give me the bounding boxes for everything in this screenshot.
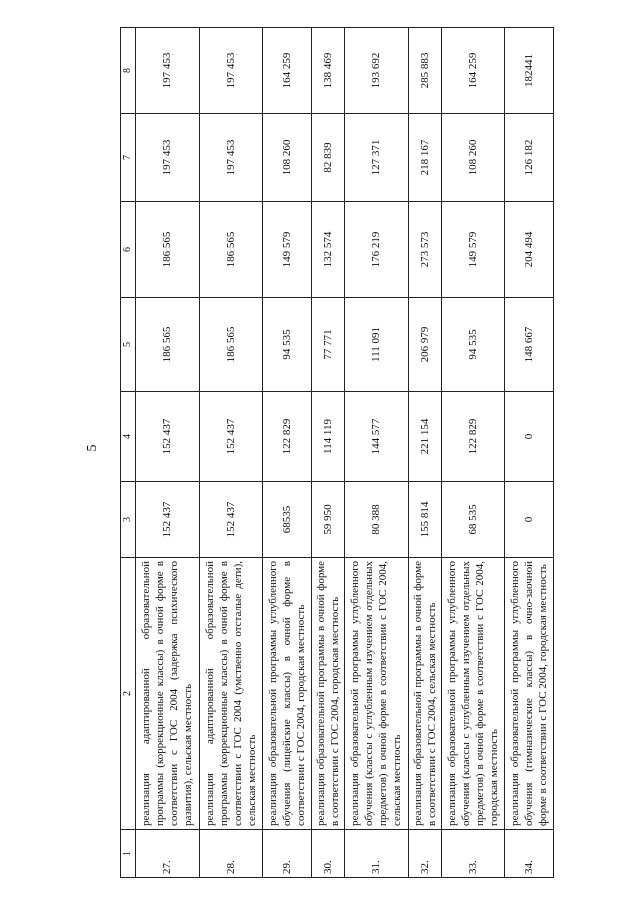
header-row [121,28,136,878]
header-cell: 7 [121,114,136,202]
row-description: реализация образовательной программы углубленного обучения (лицейские классы) в очной форме в соответствии с ГОС 2004, городская местность [263,558,311,830]
value-col-3: 152 437 [136,482,200,558]
header-cell: 6 [121,202,136,298]
row-number: 30. [311,830,344,878]
table-row [408,28,441,878]
value-col-8: 193 692 [344,28,408,114]
value-col-4: 152 437 [199,392,263,482]
value-col-3: 152 437 [199,482,263,558]
value-col-5: 94 535 [441,298,505,392]
value-col-5: 206 979 [408,298,441,392]
header-cell: 5 [121,298,136,392]
row-number: 32. [408,830,441,878]
header-cell: 8 [121,28,136,114]
table-row [505,28,554,878]
table-row [441,28,505,878]
value-col-4: 122 829 [263,392,311,482]
row-description: реализация образовательной программы в очной форме в соответствии с ГОС 2004, городская местность [311,558,344,830]
value-col-4: 114 119 [311,392,344,482]
row-number: 28. [199,830,263,878]
value-col-5: 77 771 [311,298,344,392]
value-col-8: 164 259 [441,28,505,114]
value-col-3: 68535 [263,482,311,558]
value-col-6: 149 579 [441,202,505,298]
header-cell: 1 [121,830,136,878]
rotated-table-container [120,28,554,878]
row-description: реализация адаптированной образовательной программы (коррекционные классы) в очной форме в соответствии с ГОС 2004 (умственно отсталые дети), сельская местность [199,558,263,830]
value-col-4: 144 577 [344,392,408,482]
value-col-6: 176 219 [344,202,408,298]
value-col-6: 204 494 [505,202,554,298]
value-col-7: 108 260 [263,114,311,202]
row-description: реализация адаптированной образовательной программы (коррекционные классы) в очной форме в соответствии с ГОС 2004 (задержка психического развития), сельская местность [136,558,200,830]
row-number: 27. [136,830,200,878]
row-description: реализация образовательной программы углубленного обучения (гимназические классы) в очно-заочной форме в соответствии с ГОС 2004, городская местность [505,558,554,830]
value-col-8: 138 469 [311,28,344,114]
table-row [344,28,408,878]
value-col-7: 82 839 [311,114,344,202]
value-col-6: 273 573 [408,202,441,298]
row-number: 33. [441,830,505,878]
value-col-4: 0 [505,392,554,482]
value-col-4: 221 154 [408,392,441,482]
row-number: 34. [505,830,554,878]
value-col-5: 186 565 [199,298,263,392]
value-col-3: 59 950 [311,482,344,558]
row-description: реализация образовательной программы углубленного обучения (классы с углубленным изучением отдельных предметов) в очной форме в соответствии с ГОС 2004, сельская местность [344,558,408,830]
page-number: 5 [85,444,100,452]
value-col-3: 155 814 [408,482,441,558]
value-col-5: 148 667 [505,298,554,392]
value-col-6: 186 565 [136,202,200,298]
value-col-6: 149 579 [263,202,311,298]
value-col-6: 186 565 [199,202,263,298]
value-col-3: 68 535 [441,482,505,558]
value-col-7: 197 453 [199,114,263,202]
table-row [199,28,263,878]
value-col-5: 111 091 [344,298,408,392]
value-col-8: 197 453 [199,28,263,114]
value-col-3: 0 [505,482,554,558]
value-col-7: 108 260 [441,114,505,202]
value-col-5: 186 565 [136,298,200,392]
header-cell: 4 [121,392,136,482]
row-description: реализация образовательной программы в очной форме в соответствии с ГОС 2004, сельская местность [408,558,441,830]
row-number: 29. [263,830,311,878]
value-col-7: 197 453 [136,114,200,202]
header-cell: 3 [121,482,136,558]
value-col-7: 126 182 [505,114,554,202]
value-col-8: 182441 [505,28,554,114]
value-col-7: 218 167 [408,114,441,202]
value-col-6: 132 574 [311,202,344,298]
value-col-7: 127 371 [344,114,408,202]
header-cell: 2 [121,558,136,830]
table-row [311,28,344,878]
value-col-8: 197 453 [136,28,200,114]
table-row [263,28,311,878]
value-col-3: 80 388 [344,482,408,558]
value-col-4: 122 829 [441,392,505,482]
row-description: реализация образовательной программы углубленного обучения (классы с углубленным изучением отдельных предметов) в очной форме в соответствии с ГОС 2004, городская местность [441,558,505,830]
value-col-8: 164 259 [263,28,311,114]
table-row [136,28,200,878]
value-col-4: 152 437 [136,392,200,482]
row-number: 31. [344,830,408,878]
value-col-5: 94 535 [263,298,311,392]
tariff-table [120,27,554,878]
value-col-8: 285 883 [408,28,441,114]
